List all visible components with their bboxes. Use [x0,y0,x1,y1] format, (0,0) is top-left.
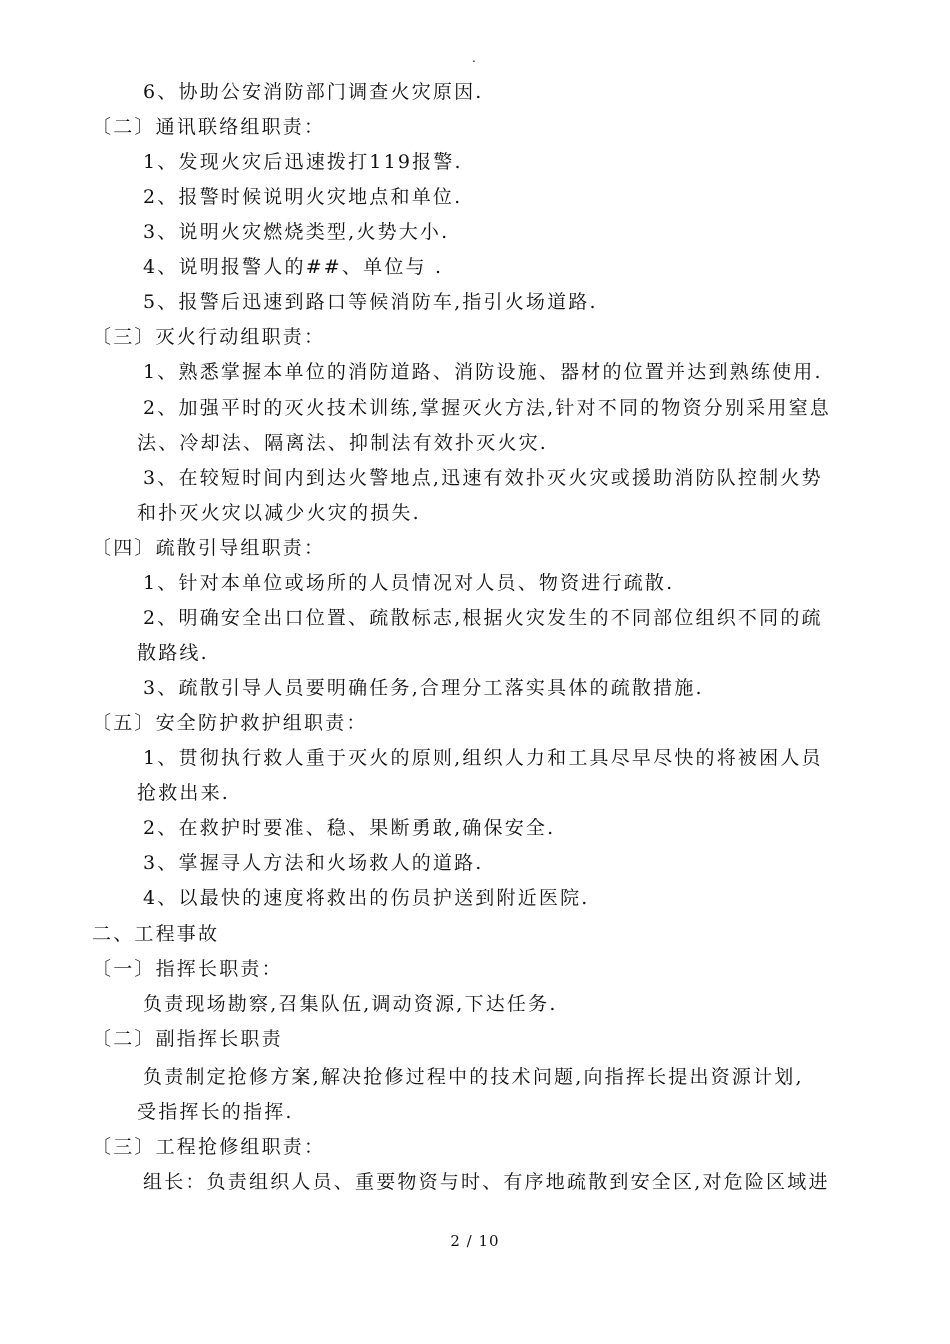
text-line: 法、冷却法、隔离法、抑制法有效扑灭火灾. [137,432,549,454]
text-line: 抢救出来. [137,782,231,804]
section-heading: 〔四〕疏散引导组职责： [92,537,326,559]
header-mark: . [472,51,476,65]
chapter-heading: 二、工程事故 [92,923,220,945]
text-line: 和扑灭火灾以减少火灾的损失. [137,502,421,524]
section-heading: 〔三〕工程抢修组职责： [92,1136,326,1158]
text-line: 2、报警时候说明火灾地点和单位. [143,186,463,208]
text-line: 3、掌握寻人方法和火场救人的道路. [143,852,484,874]
text-line: 5、报警后迅速到路口等候消防车,指引火场道路. [143,291,598,313]
text-line: 2、加强平时的灭火技术训练,掌握灭火方法,针对不同的物资分别采用窒息 [143,397,831,419]
section-heading: 〔二〕通讯联络组职责： [92,116,326,138]
text-line: 1、发现火灾后迅速拨打119报警. [143,151,463,173]
text-line: 3、疏散引导人员要明确任务,合理分工落实具体的疏散措施. [143,677,704,699]
text-line: 组长：负责组织人员、重要物资与时、有序地疏散到安全区,对危险区域进 [143,1171,830,1193]
text-line: 3、说明火灾燃烧类型,火势大小. [143,221,450,243]
text-line: 3、在较短时间内到达火警地点,迅速有效扑灭火灾或援助消防队控制火势 [143,467,823,489]
text-line: 负责现场勘察,召集队伍,调动资源,下达任务. [143,993,558,1015]
text-line: 散路线. [137,642,209,664]
section-heading: 〔一〕指挥长职责： [92,958,283,980]
text-line: 6、协助公安消防部门调查火灾原因. [143,81,484,103]
text-line: 2、在救护时要准、稳、果断勇敢,确保安全. [143,817,556,839]
text-line: 4、说明报警人的##、单位与 . [143,256,444,278]
text-line: 2、明确安全出口位置、疏散标志,根据火灾发生的不同部位组织不同的疏 [143,607,823,629]
text-line: 1、针对本单位或场所的人员情况对人员、物资进行疏散. [143,572,675,594]
section-heading: 〔二〕副指挥长职责 [92,1028,283,1050]
text-line: 1、熟悉掌握本单位的消防道路、消防设施、器材的位置并达到熟练使用. [143,361,823,383]
section-heading: 〔三〕灭火行动组职责： [92,326,326,348]
section-heading: 〔五〕安全防护救护组职责： [92,712,368,734]
text-line: 负责制定抢修方案,解决抢修过程中的技术问题,向指挥长提出资源计划, [143,1066,804,1088]
page-number: 2 / 10 [450,1232,500,1250]
text-line: 4、以最快的速度将救出的伤员护送到附近医院. [143,887,590,909]
text-line: 1、贯彻执行救人重于灭火的原则,组织人力和工具尽早尽快的将被困人员 [143,747,823,769]
text-line: 受指挥长的指挥. [137,1101,294,1123]
